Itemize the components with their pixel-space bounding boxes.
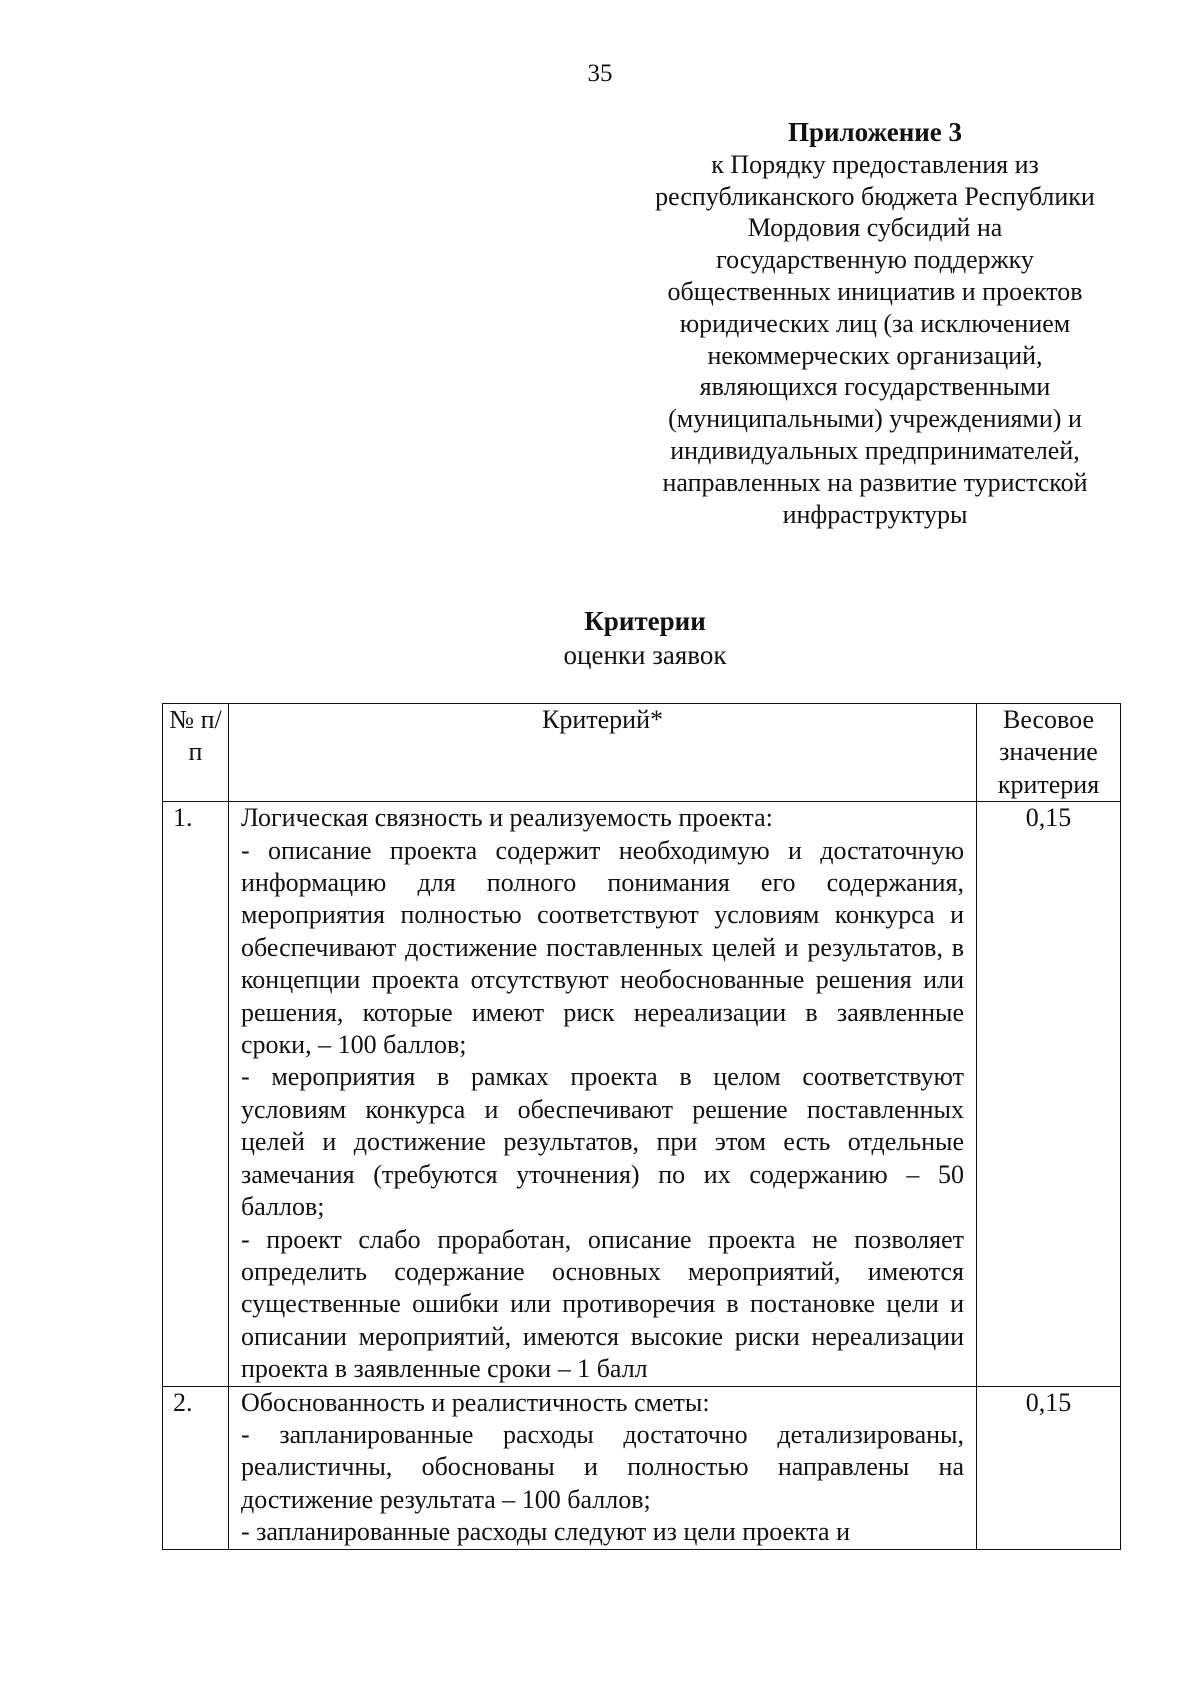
- appendix-line: к Порядку предоставления из: [711, 149, 1039, 179]
- appendix-line: республиканского бюджета Республики: [655, 181, 1095, 211]
- criterion-item: - описание проекта содержит необходимую и достаточную информацию для полного понимания его содержания, мероприятия полностью соответствуют условиям конкурса и обеспечивают достижение поставленных целей и результатов, в концепции проекта отсутствуют необоснованные решения или решения, которые имеют риск нереализации в заявленные сроки, – 100 баллов;: [241, 835, 964, 1060]
- appendix-line: государственную поддержку: [716, 245, 1034, 275]
- appendix-line: (муниципальными) учреждениями) и: [668, 404, 1082, 434]
- appendix-line: Мордовия субсидий на: [747, 213, 1003, 243]
- row-weight: 0,15: [977, 1386, 1121, 1549]
- row-weight: 0,15: [977, 802, 1121, 1386]
- row-number: 2.: [163, 1386, 229, 1549]
- criteria-table: [162, 703, 1121, 1550]
- table-row: [163, 1386, 1121, 1549]
- table-header-row: [163, 704, 1121, 802]
- header-criterion: Критерий*: [229, 704, 977, 802]
- appendix-line: являющихся государственными: [699, 372, 1051, 402]
- appendix-title: Приложение 3: [787, 117, 963, 147]
- appendix-line: некоммерческих организаций,: [707, 340, 1043, 370]
- criterion-item: - запланированные расходы достаточно детализированы, реалистичны, обоснованы и полностью направлены на достижение результата – 100 баллов;: [241, 1419, 964, 1514]
- header-weight: Весовое значение критерия: [977, 704, 1121, 802]
- criterion-item: - мероприятия в рамках проекта в целом соответствуют условиям конкурса и обеспечивают решение поставленных целей и достижение результатов, при этом есть отдельные замечания (требуются уточнения) по их содержанию – 50 баллов;: [241, 1062, 964, 1222]
- appendix-header: [625, 117, 1125, 530]
- criterion-item: - запланированные расходы следуют из цели проекта и: [241, 1517, 850, 1547]
- criterion-title: Обоснованность и реалистичность сметы:: [241, 1387, 710, 1417]
- heading-title: Критерии: [584, 606, 706, 636]
- criterion-item: - проект слабо проработан, описание проекта не позволяет определить содержание основных мероприятий, имеются существенные ошибки или противоречия в постановке цели и описании мероприятий, имеются высокие риски нереализации проекта в заявленные сроки – 1 балл: [241, 1224, 964, 1384]
- page-number: 35: [587, 60, 613, 87]
- appendix-line: юридических лиц (за исключением: [679, 308, 1071, 338]
- row-number: 1.: [163, 802, 229, 1386]
- heading-subtitle: оценки заявок: [563, 640, 727, 670]
- table-row: [163, 802, 1121, 1386]
- header-number: № п/п: [163, 704, 229, 802]
- appendix-line: инфраструктуры: [782, 499, 968, 529]
- appendix-line: направленных на развитие туристской: [662, 467, 1088, 497]
- row-criterion: [229, 1386, 977, 1549]
- document-heading: [0, 604, 1200, 672]
- appendix-line: индивидуальных предпринимателей,: [670, 435, 1080, 465]
- row-criterion: [229, 802, 977, 1386]
- criterion-title: Логическая связность и реализуемость проекта:: [241, 803, 773, 833]
- appendix-line: общественных инициатив и проектов: [667, 276, 1083, 306]
